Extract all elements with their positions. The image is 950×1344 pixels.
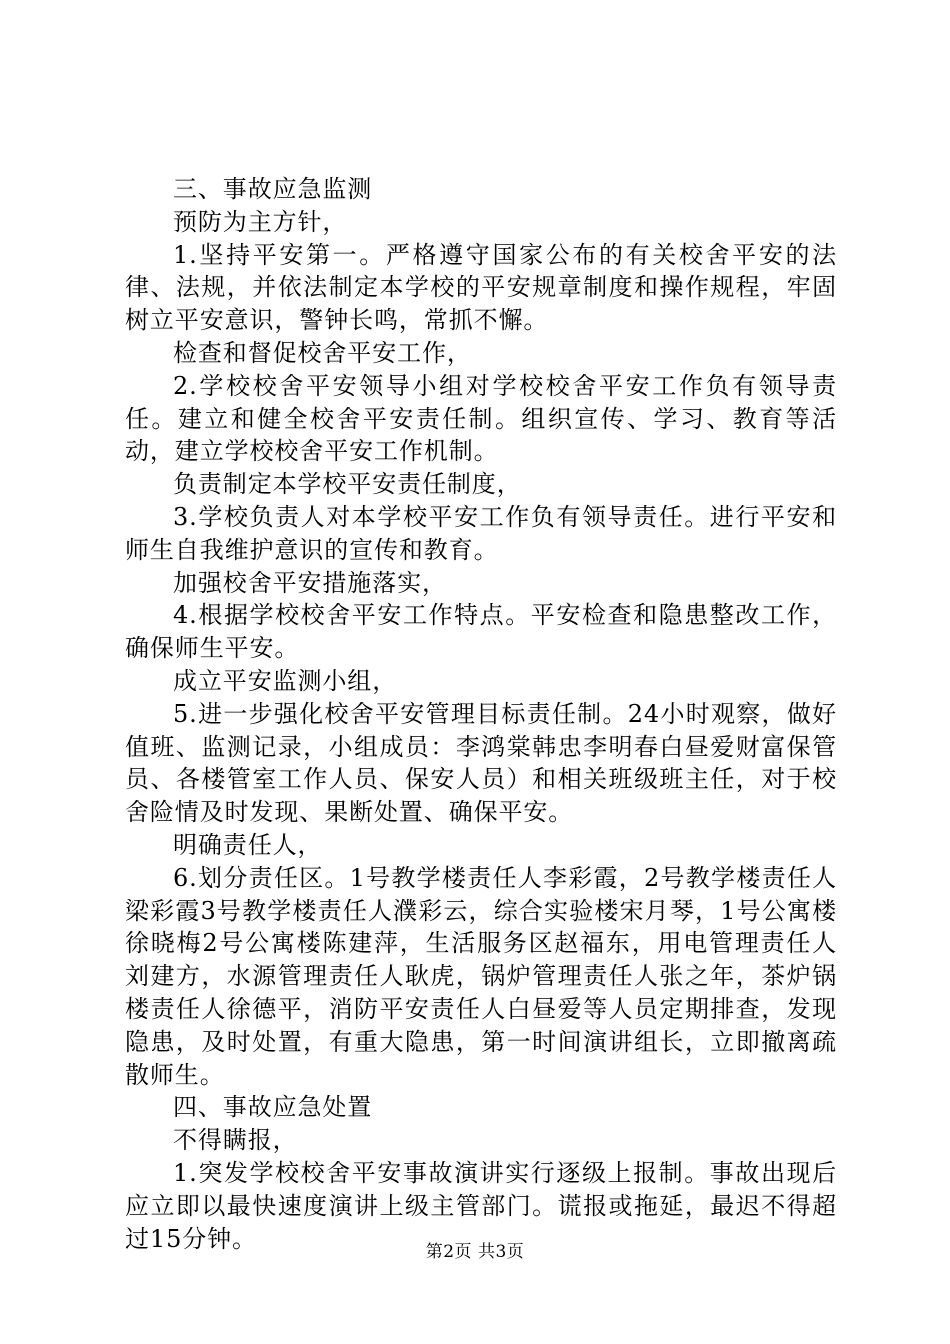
paragraph: 预防为主方针， <box>173 207 348 236</box>
page-number-footer: 第2页 共3页 <box>425 1242 525 1262</box>
document-body <box>125 173 837 1255</box>
section-heading: 四、事故应急处置 <box>173 1093 373 1122</box>
section-heading: 三、事故应急监测 <box>173 175 373 203</box>
paragraph: 检查和督促校舍平安工作， <box>173 338 472 367</box>
paragraph: 明确责任人， <box>173 830 323 859</box>
paragraph: 5.进一步强化校舍平安管理目标责任制。24小时观察，做好值班、监测记录，小组成员：李鸿棠韩忠李明春白昼爱财富保管员、各楼管室工作人员、保安人员）和相关班级班主任，对于校舍险情及时发现、果断处置、确保平安。 <box>125 699 837 827</box>
paragraph: 加强校舍平安措施落实， <box>173 568 447 597</box>
paragraph: 2.学校校舍平安领导小组对学校校舍平安工作负有领导责任。建立和健全校舍平安责任制。组织宣传、学习、教育等活动，建立学校校舍平安工作机制。 <box>125 371 837 466</box>
paragraph: 4.根据学校校舍平安工作特点。平安检查和隐患整改工作，确保师生平安。 <box>125 601 837 663</box>
paragraph: 1.突发学校校舍平安事故演讲实行逐级上报制。事故出现后应立即以最快速度演讲上级主管部门。谎报或拖延，最迟不得超过15分钟。 <box>125 1158 837 1253</box>
paragraph: 成立平安监测小组， <box>173 666 398 695</box>
paragraph: 3.学校负责人对本学校平安工作负有领导责任。进行平安和师生自我维护意识的宣传和教育。 <box>125 502 837 564</box>
paragraph: 6.划分责任区。1号教学楼责任人李彩霞，2号教学楼责任人梁彩霞3号教学楼责任人濮彩云，综合实验楼宋月琴，1号公寓楼徐晓梅2号公寓楼陈建萍，生活服务区赵福东，用电管理责任人刘建方，水源管理责任人耿虎，锅炉管理责任人张之年，茶炉锅楼责任人徐德平，消防平安责任人白昼爱等人员定期排查，发现隐患，及时处置，有重大隐患，第一时间演讲组长，立即撤离疏散师生。 <box>125 863 837 1089</box>
paragraph: 负责制定本学校平安责任制度， <box>173 470 522 499</box>
paragraph: 1.坚持平安第一。严格遵守国家公布的有关校舍平安的法律、法规，并依法制定本学校的平安规章制度和操作规程，牢固树立平安意识，警钟长鸣，常抓不懈。 <box>125 240 837 335</box>
paragraph: 不得瞒报， <box>173 1126 298 1155</box>
